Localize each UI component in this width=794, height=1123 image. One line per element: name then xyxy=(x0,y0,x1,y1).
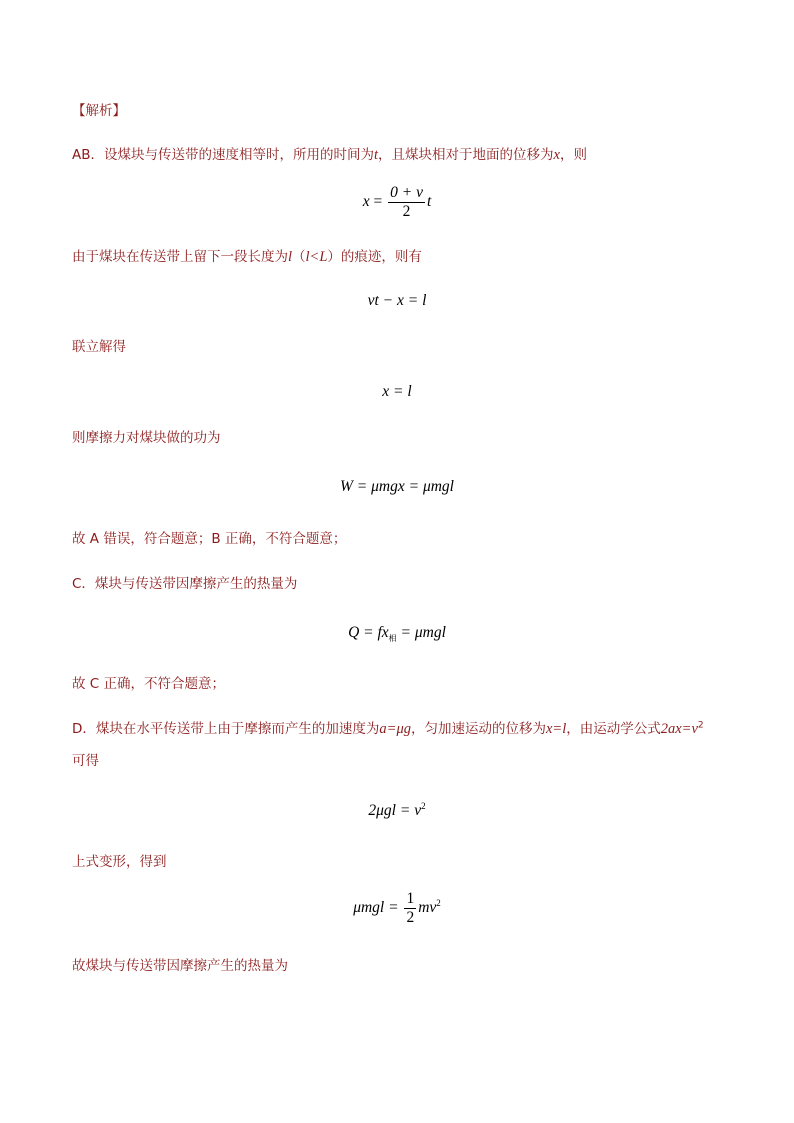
eq5-lhs: Q = fx xyxy=(348,624,389,641)
ab-prefix: AB．设煤块与传送带的速度相等时，所用的时间为 xyxy=(72,147,374,163)
trace-close: ） xyxy=(327,249,341,265)
equation-7 xyxy=(0,890,794,927)
trace-open: （ xyxy=(292,249,306,265)
eq7-fraction xyxy=(404,890,416,927)
eq1-fraction xyxy=(388,184,425,221)
eq1-tail: t xyxy=(426,193,432,211)
trace-prefix: 由于煤块在传送带上留下一段长度为 xyxy=(72,249,288,265)
ab-var-t: t xyxy=(374,147,379,163)
solve-text: 联立解得 xyxy=(72,339,126,355)
eq7-tail: mv xyxy=(418,899,437,917)
trace-condition: l<L xyxy=(305,249,328,265)
d-prefix: D．煤块在水平传送带上由于摩擦而产生的加速度为 xyxy=(72,721,380,737)
d-continuation: 可得 xyxy=(72,753,99,769)
d-formula-exponent: 2 xyxy=(697,720,704,731)
eq5-rhs: = μmgl xyxy=(396,624,446,641)
eq1-lhs: x xyxy=(362,193,370,211)
final-text: 故煤块与传送带因摩擦产生的热量为 xyxy=(72,958,288,974)
eq7-exponent: 2 xyxy=(436,897,441,908)
equation-1 xyxy=(0,184,794,221)
eq6-base: 2μgl = v xyxy=(368,802,422,819)
d-acceleration: a=μg xyxy=(379,721,411,737)
equation-5 xyxy=(0,624,794,642)
d-formula: 2ax=v xyxy=(660,721,698,737)
eq1-denominator: 2 xyxy=(402,203,411,220)
trace-var-l: l xyxy=(288,249,293,265)
d-displacement: x=l xyxy=(545,721,567,737)
c-conclusion: 故 C 正确，不符合题意； xyxy=(72,676,226,692)
equation-3: x = l xyxy=(382,383,412,400)
eq7-lhs: μmgl = xyxy=(353,899,399,917)
work-text: 则摩擦力对煤块做的功为 xyxy=(72,430,221,446)
d-mid2: ，由运动学公式 xyxy=(566,721,661,737)
d-paragraph xyxy=(72,720,704,738)
eq5-subscript: 相 xyxy=(388,634,397,644)
ab-paragraph xyxy=(72,146,587,164)
eq1-numerator: 0 + v xyxy=(390,184,423,201)
c-paragraph: C．煤块与传送带因摩擦产生的热量为 xyxy=(72,576,298,592)
eq7-numerator: 1 xyxy=(406,890,415,907)
equation-4: W = μmgx = μmgl xyxy=(340,478,454,495)
ab-mid: ，且煤块相对于地面的位移为 xyxy=(378,147,554,163)
trace-paragraph xyxy=(72,248,422,266)
eq6-exponent: 2 xyxy=(421,800,426,811)
eq1-equals: = xyxy=(373,193,383,211)
ab-conclusion: 故 A 错误，符合题意；B 正确，不符合题意； xyxy=(72,531,347,547)
transform-text: 上式变形，得到 xyxy=(72,854,167,870)
ab-suffix: ，则 xyxy=(559,147,587,163)
equation-2: vt − x = l xyxy=(367,292,427,309)
eq7-denominator: 2 xyxy=(406,909,415,926)
ab-var-x: x xyxy=(553,147,560,163)
trace-suffix: 的痕迹，则有 xyxy=(340,249,422,265)
d-mid: ，匀加速运动的位移为 xyxy=(410,721,546,737)
solution-heading: 【解析】 xyxy=(72,103,126,119)
equation-6 xyxy=(0,802,794,820)
